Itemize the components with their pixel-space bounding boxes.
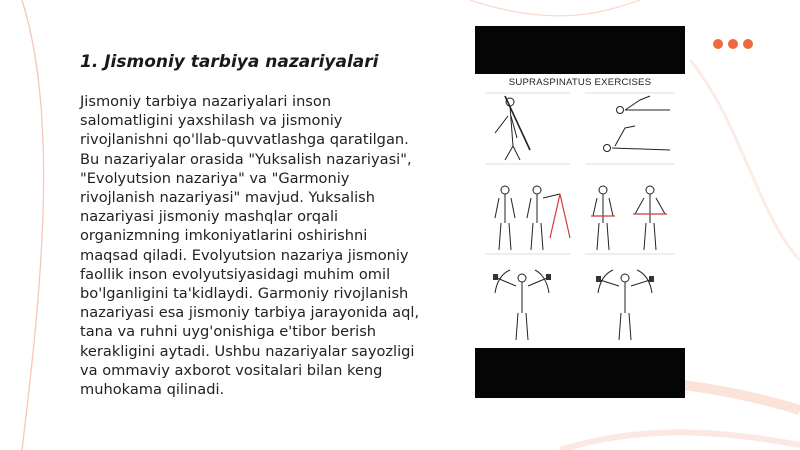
- slide-body-text: Jismoniy tarbiya nazariyalari inson salomatligini yaxshilash va jismoniy rivojlanishni qo'llab-quvvatlashga qaratilgan. Bu nazariyalar orasida "Yuksalish nazariyasi", "Evolyutsion nazariya" va "Garmoniy rivojlanish nazariyasi" mavjud. Yuksalish nazariyasi jismoniy mashqlar orqali organizmning imkoniyatlarini oshirishni maqsad qiladi. Evolyutsion nazariya jismoniy faollik inson evolyutsiyasidagi muhim omil bo'lganligini ta'kidlaydi. Garmoniy rivojlanish nazariyasi esa jismoniy tarbiya jarayonida aql, tana va ruhni uyg'onishiga e'tibor berish kerakligini aytadi. Ushbu nazariyalar sayozligi va ommaviy axborot vositalari bilan keng muhokama qilinadi.: [80, 93, 420, 399]
- slide-title: 1. Jismoniy tarbiya nazariyalari: [80, 52, 379, 72]
- illustration-heading: SUPRASPINATUS EXERCISES: [508, 77, 652, 88]
- image-bottom-bar: [475, 348, 685, 398]
- decorative-dots: [713, 39, 753, 49]
- exercise-illustration: [475, 26, 685, 398]
- dot-icon: [713, 39, 723, 49]
- image-top-bar: [475, 26, 685, 74]
- dot-icon: [728, 39, 738, 49]
- dot-icon: [743, 39, 753, 49]
- exercise-figures-drawing: [475, 88, 685, 346]
